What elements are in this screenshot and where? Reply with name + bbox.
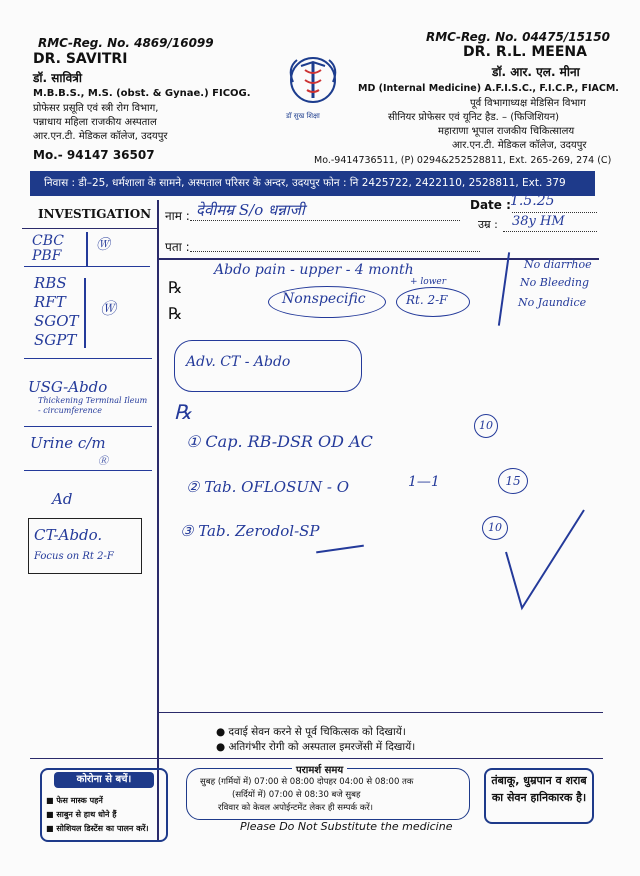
right-doctor-name-hi: डॉ. आर. एल. मीना bbox=[492, 65, 580, 79]
note-1: ● दवाई सेवन करने से पूर्व चिकित्सक को दिखायें। bbox=[216, 726, 406, 738]
age-label: उम्र : bbox=[478, 218, 498, 231]
corona-item-1: ■ फेस मास्क पहनें bbox=[46, 796, 103, 805]
date-handwritten: 1.5.25 bbox=[510, 193, 555, 209]
rx-handwritten-symbol: ℞ bbox=[174, 400, 192, 424]
name-label: नाम : bbox=[165, 209, 190, 223]
inv-bracket-1 bbox=[86, 232, 88, 266]
right-line3: महाराणा भूपाल राजकीय चिकित्सालय bbox=[438, 126, 575, 137]
inv-usg: USG-Abdo bbox=[28, 378, 108, 396]
inv-ct-focus: Focus on Rt 2-F bbox=[34, 551, 114, 562]
inv-underline-1 bbox=[24, 266, 150, 267]
left-doctor-name: DR. SAVITRI bbox=[33, 51, 128, 67]
complaint-line2: + lower bbox=[410, 277, 447, 287]
right-phones: Mo.-9414736511, (P) 0294&252528811, Ext. 265-269, 274 (C) bbox=[314, 155, 612, 166]
age-line bbox=[503, 231, 597, 232]
right-line2: सीनियर प्रोफेसर एवं यूनिट हैड. – (फिजिशियन) bbox=[388, 112, 560, 123]
inv-rft: RFT bbox=[34, 293, 66, 311]
address-band: निवास : डी–25, धर्मशाला के सामने, अस्पताल परिसर के अन्दर, उदयपुर फोन : नि 2425722, 2422110, 2528811, Ext. 379 bbox=[30, 171, 595, 196]
logo-caption: डॉ सुख शिक्षा bbox=[286, 112, 320, 120]
rx-item-2: ② Tab. OFLOSUN - O bbox=[186, 478, 350, 496]
complaint-line1: Abdo pain - upper - 4 month bbox=[214, 262, 414, 278]
note-1-text: दवाई सेवन करने से पूर्व चिकित्सक को दिखायें। bbox=[228, 726, 406, 738]
left-reg-no: RMC-Reg. No. 4869/16099 bbox=[38, 36, 214, 50]
inv-bracket-2 bbox=[84, 278, 86, 348]
rx-item-1-days: 10 bbox=[474, 414, 498, 438]
inv-ad: Ad bbox=[52, 490, 73, 508]
inv-ct-abdo: CT-Abdo. bbox=[34, 526, 103, 544]
inv-underline-2 bbox=[24, 358, 152, 359]
right-qualification: MD (Internal Medicine) A.F.I.S.C., F.I.C.P., FIACM. bbox=[358, 83, 619, 94]
investigation-underline bbox=[22, 228, 158, 229]
patient-name-handwritten: देवीमम्र S/o धन्नाजी bbox=[196, 201, 305, 219]
address-line bbox=[190, 251, 480, 252]
notes-divider bbox=[157, 712, 603, 713]
footer-note: Please Do Not Substitute the medicine bbox=[240, 820, 453, 833]
consult-line1: सुबह (गर्मियों में) 07:00 से 08:00 दोपहर 04:00 से 08:00 तक bbox=[200, 777, 414, 787]
advice-ct-abdo: Adv. CT - Abdo bbox=[186, 354, 291, 370]
right-line4: आर.एन.टी. मेडिकल कॉलेज, उदयपुर bbox=[452, 140, 587, 151]
side-note-3: No Jaundice bbox=[518, 296, 587, 309]
consult-title: परामर्श समय bbox=[292, 762, 347, 776]
vertical-divider bbox=[157, 200, 159, 840]
note-2-text: अतिगंभीर रोगी को अस्पताल इमरजेंसी में दिखायें। bbox=[228, 741, 416, 753]
side-note-2: No Bleeding bbox=[520, 276, 590, 289]
right-line1: पूर्व विभागाध्यक्ष मेडिसिन विभाग bbox=[470, 98, 586, 109]
name-line bbox=[190, 220, 460, 221]
left-line3: आर.एन.टी. मेडिकल कॉलेज, उदयपुर bbox=[33, 131, 168, 142]
inv-usg-note: Thickening Terminal Ileum - circumference bbox=[38, 396, 148, 415]
rx-item-3: ③ Tab. Zerodol-SP bbox=[180, 522, 320, 540]
left-line2: पन्नाधाय महिला राजकीय अस्पताल bbox=[33, 117, 157, 128]
investigation-heading: INVESTIGATION bbox=[38, 207, 152, 221]
side-note-1: No diarrhoe bbox=[524, 258, 592, 271]
consult-line2: (सर्दियों में) 07:00 से 08:30 बजे सुबह bbox=[232, 790, 361, 800]
tobacco-warning: तंबाकू, धुम्रपान व शराब का सेवन हानिकारक है। bbox=[484, 768, 594, 824]
corona-item-1-text: फेस मास्क पहनें bbox=[56, 796, 103, 805]
inv-mark-3: Ⓡ bbox=[98, 456, 108, 467]
inv-sgot: SGOT bbox=[34, 312, 79, 330]
corona-item-2: ■ साबुन से हाथ धोने हैं bbox=[46, 810, 117, 819]
corona-item-3: ■ सोशियल डिस्टेंस का पालन करें। bbox=[46, 824, 149, 833]
right-doctor-name: DR. R.L. MEENA bbox=[463, 44, 587, 60]
rx-symbol-1: ℞ bbox=[168, 278, 183, 297]
inv-cbc: CBC bbox=[32, 233, 64, 249]
rx-item-2-days: 15 bbox=[498, 468, 528, 494]
inv-mark-1: Ⓦ bbox=[96, 237, 110, 253]
complaint-nonspecific: Nonspecific bbox=[282, 291, 366, 307]
address-label: पता : bbox=[165, 240, 190, 254]
left-doctor-name-hi: डॉ. सावित्री bbox=[33, 71, 82, 85]
date-line bbox=[512, 212, 597, 213]
corona-title: कोरोना से बचें। bbox=[54, 772, 154, 788]
rx-item-1: ① Cap. RB-DSR OD AC bbox=[186, 432, 373, 451]
inv-urine: Urine c/m bbox=[30, 434, 106, 452]
signature-tick bbox=[498, 504, 588, 614]
consult-line3: रविवार को केवल अपोईन्टमेंट लेकर ही सम्पर्क करें। bbox=[218, 803, 374, 813]
caduceus-logo bbox=[283, 52, 343, 112]
inv-pbf: PBF bbox=[32, 248, 62, 264]
inv-underline-3 bbox=[24, 426, 152, 427]
inv-sgpt: SGPT bbox=[34, 331, 77, 349]
age-handwritten: 38y HM bbox=[512, 214, 565, 229]
rx-item-2-dose: 1—1 bbox=[408, 474, 440, 490]
complaint-rt-if: Rt. 2-F bbox=[406, 293, 448, 307]
left-line1: प्रोफेसर प्रसूति एवं स्त्री रोग विभाग, bbox=[33, 103, 159, 114]
corona-item-3-text: सोशियल डिस्टेंस का पालन करें। bbox=[56, 824, 149, 833]
inv-mark-2: Ⓦ bbox=[100, 299, 117, 318]
corona-item-2-text: साबुन से हाथ धोने हैं bbox=[56, 810, 117, 819]
note-2: ● अतिगंभीर रोगी को अस्पताल इमरजेंसी में दिखायें। bbox=[216, 741, 416, 753]
rx-item-3-days: 10 bbox=[482, 516, 508, 540]
right-reg-no: RMC-Reg. No. 04475/15150 bbox=[426, 30, 610, 44]
rx-symbol-2: ℞ bbox=[168, 304, 183, 323]
inv-underline-4 bbox=[24, 470, 152, 471]
inv-rbs: RBS bbox=[34, 274, 67, 292]
left-mobile: Mo.- 94147 36507 bbox=[33, 148, 155, 162]
side-note-bracket bbox=[498, 252, 510, 326]
left-qualification: M.B.B.S., M.S. (obst. & Gynae.) FICOG. bbox=[33, 88, 251, 99]
rx-dash bbox=[316, 545, 364, 554]
date-label: Date : bbox=[470, 198, 511, 212]
footer-divider bbox=[30, 758, 603, 759]
